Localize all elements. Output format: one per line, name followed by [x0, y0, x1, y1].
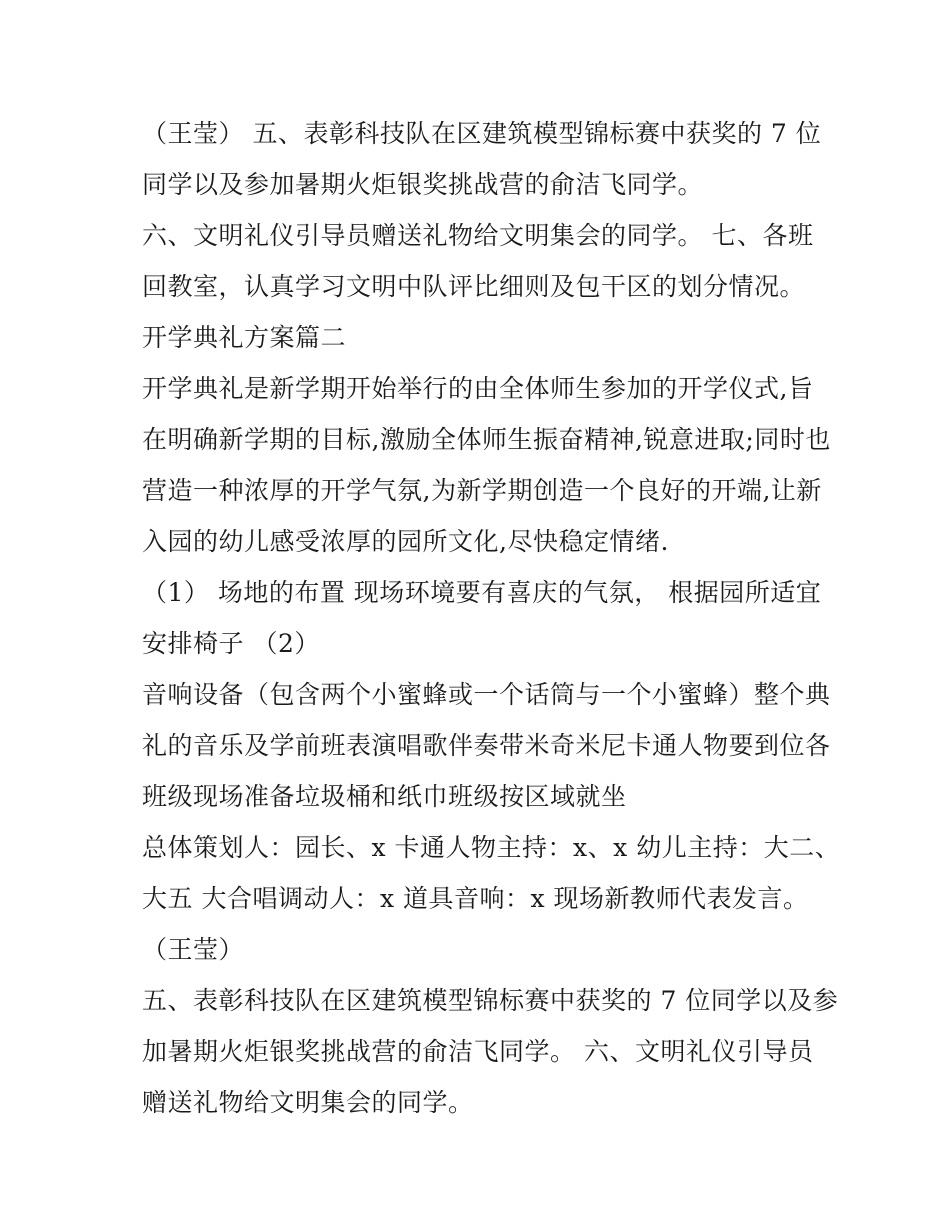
text-line-15: 总体策划人：园长、x 卡通人物主持：x、x 幼儿主持：大二、	[142, 833, 841, 862]
text-line-10: （1） 场地的布置 现场环境要有喜庆的气氛， 根据园所适宜	[142, 578, 822, 607]
text-line-3: 六、文明礼仪引导员赠送礼物给文明集会的同学。 七、各班	[142, 221, 814, 250]
text-line-17: （王莹）	[142, 935, 245, 964]
text-line-2: 同学以及参加暑期火炬银奖挑战营的俞洁飞同学。	[142, 170, 704, 199]
text-line-13: 礼的音乐及学前班表演唱歌伴奏带米奇米尼卡通人物要到位各	[142, 731, 831, 760]
text-line-4: 回教室，认真学习文明中队评比细则及包干区的划分情况。	[142, 272, 806, 301]
text-line-12: 音响设备（包含两个小蜜蜂或一个话筒与一个小蜜蜂）整个典	[142, 680, 831, 709]
text-line-6: 开学典礼是新学期开始举行的由全体师生参加的开学仪式,旨	[142, 374, 814, 403]
section-heading: 开学典礼方案篇二	[142, 323, 347, 352]
text-line-7: 在明确新学期的目标,激励全体师生振奋精神,锐意进取;同时也	[142, 425, 831, 454]
text-line-8: 营造一种浓厚的开学气氛,为新学期创造一个良好的开端,让新	[142, 476, 822, 505]
document-body	[142, 108, 841, 1128]
text-line-11: 安排椅子 （2）	[142, 629, 320, 658]
text-line-9: 入园的幼儿感受浓厚的园所文化,尽快稳定情绪.	[142, 527, 669, 556]
text-line-14: 班级现场准备垃圾桶和纸巾班级按区域就坐	[142, 782, 627, 811]
text-line-1: （王莹） 五、表彰科技队在区建筑模型锦标赛中获奖的 7 位	[142, 119, 822, 148]
text-line-16: 大五 大合唱调动人：x 道具音响：x 现场新教师代表发言。	[142, 884, 809, 913]
text-line-19: 加暑期火炬银奖挑战营的俞洁飞同学。 六、文明礼仪引导员	[142, 1037, 814, 1066]
text-line-18: 五、表彰科技队在区建筑模型锦标赛中获奖的 7 位同学以及参	[142, 986, 839, 1015]
text-line-20: 赠送礼物给文明集会的同学。	[142, 1088, 474, 1117]
